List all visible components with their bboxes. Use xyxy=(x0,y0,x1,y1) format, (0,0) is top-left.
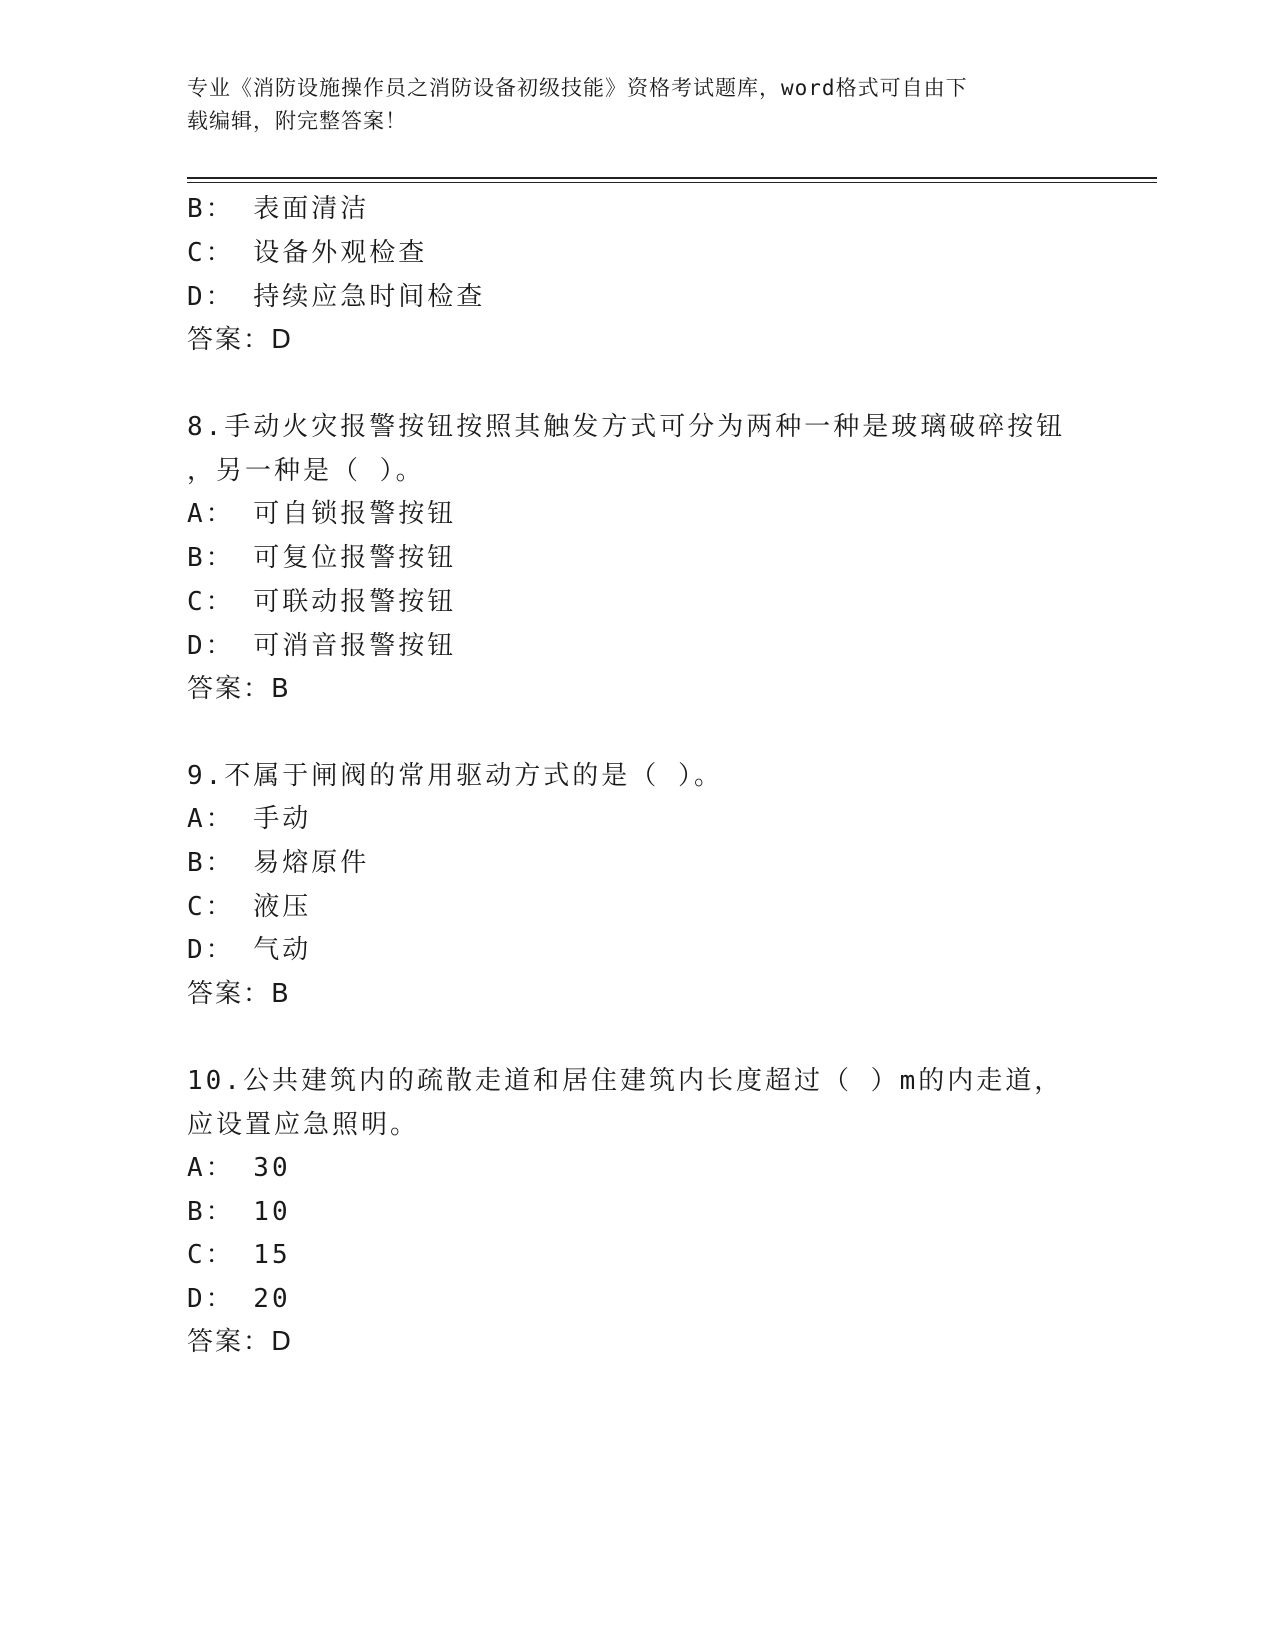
q10-option-b: B： 10 xyxy=(187,1197,291,1227)
q10-stem-line-1: 10.公共建筑内的疏散走道和居住建筑内长度超过（ ）m的内走道， xyxy=(187,1066,1064,1096)
q8-option-a: A： 可自锁报警按钮 xyxy=(187,499,457,529)
q8-stem-line-1: 8.手动火灾报警按钮按照其触发方式可分为两种一种是玻璃破碎按钮 xyxy=(187,412,1066,442)
q8-stem-line-2: ，另一种是（ ）。 xyxy=(187,456,425,486)
prev-answer: 答案：D xyxy=(187,325,294,355)
q8-option-d: D： 可消音报警按钮 xyxy=(187,631,457,661)
q9-option-d: D： 气动 xyxy=(187,935,312,965)
q10-option-c: C： 15 xyxy=(187,1240,291,1270)
q8-option-b: B： 可复位报警按钮 xyxy=(187,543,457,573)
prev-option-c: C： 设备外观检查 xyxy=(187,238,428,268)
prev-option-b: B： 表面清洁 xyxy=(187,194,370,224)
q9-stem-line-1: 9.不属于闸阀的常用驱动方式的是（ ）。 xyxy=(187,761,723,791)
q9-answer: 答案：B xyxy=(187,979,291,1009)
header-line-1: 专业《消防设施操作员之消防设备初级技能》资格考试题库，word格式可自由下 xyxy=(187,76,968,100)
q10-option-a: A： 30 xyxy=(187,1153,291,1183)
q8-option-c: C： 可联动报警按钮 xyxy=(187,587,457,617)
q10-option-d: D： 20 xyxy=(187,1284,291,1314)
q10-answer: 答案：D xyxy=(187,1327,294,1357)
q9-option-a: A： 手动 xyxy=(187,804,312,834)
q9-option-c: C： 液压 xyxy=(187,892,312,922)
q8-answer: 答案：B xyxy=(187,674,291,704)
header-divider xyxy=(187,177,1157,183)
header-line-2: 载编辑，附完整答案！ xyxy=(187,109,407,133)
prev-option-d: D： 持续应急时间检查 xyxy=(187,282,486,312)
q10-stem-line-2: 应设置应急照明。 xyxy=(187,1110,420,1140)
q9-option-b: B： 易熔原件 xyxy=(187,848,370,878)
document-header xyxy=(187,72,1067,138)
